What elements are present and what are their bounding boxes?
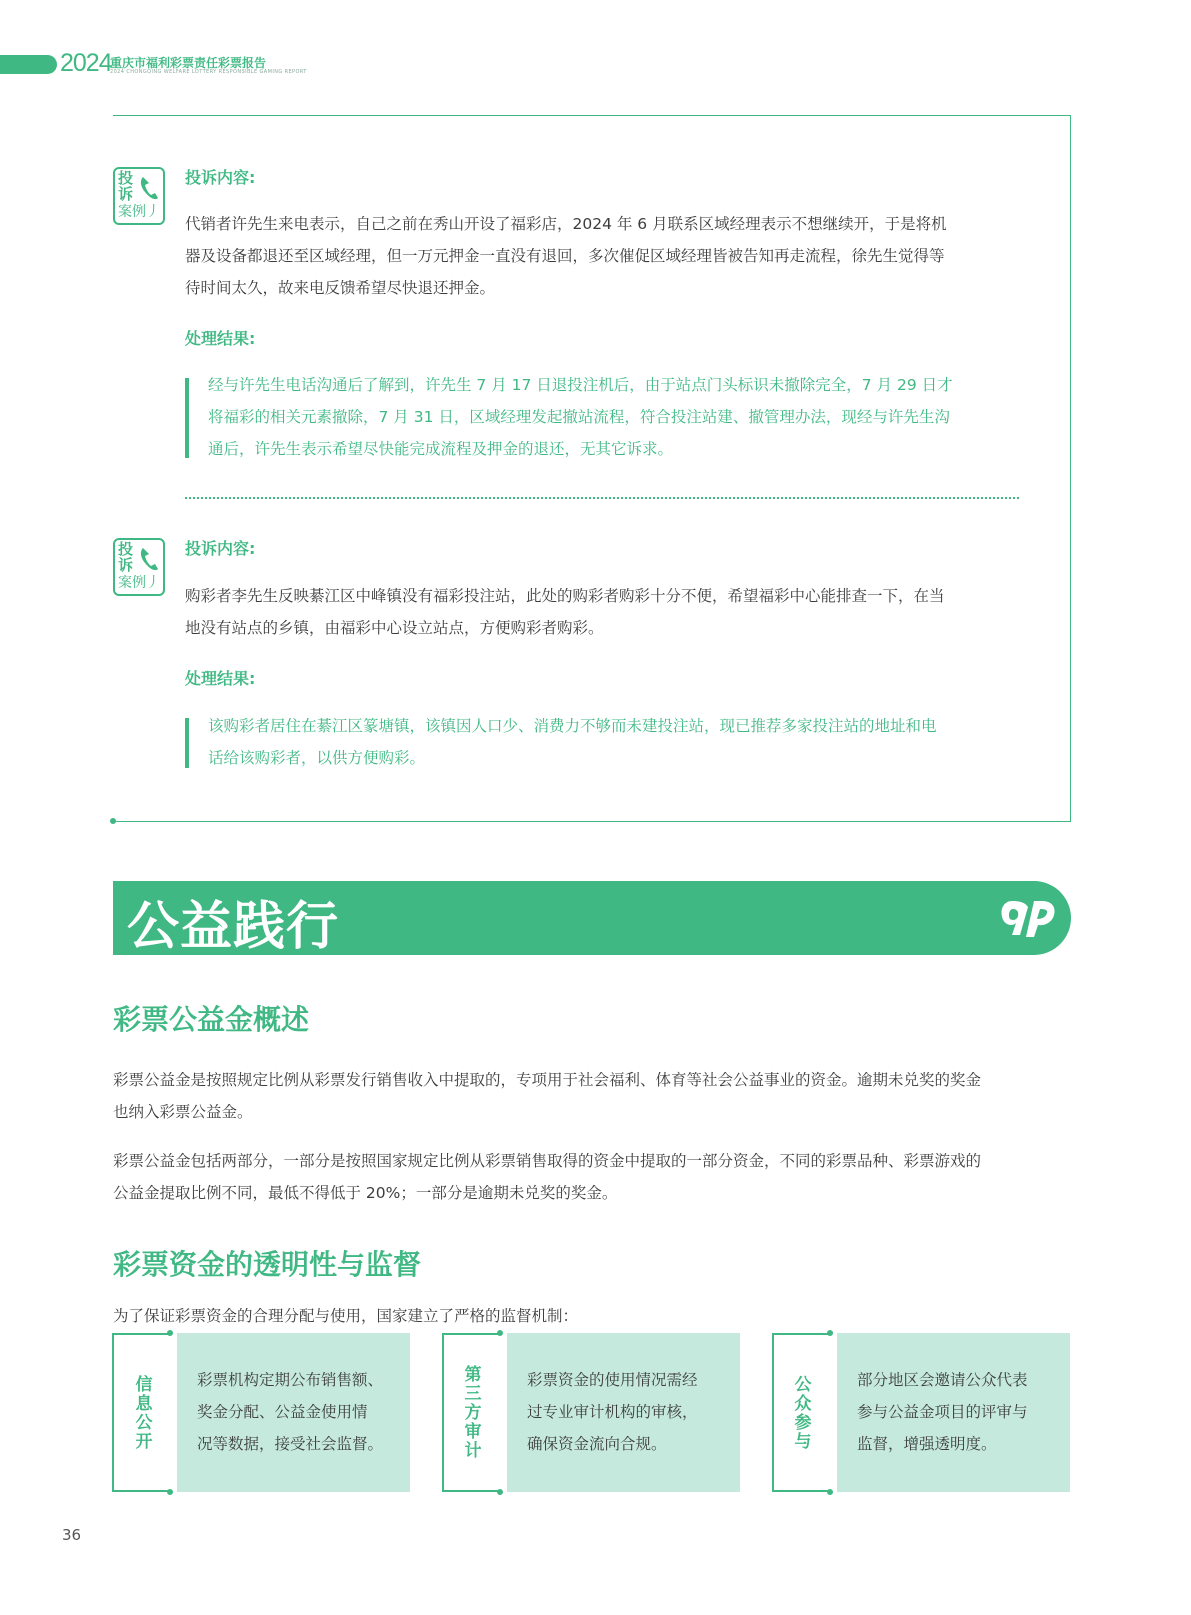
page-number: 36 (62, 1526, 82, 1544)
report-subtitle: 2024 CHONGQING WELFARE LOTTERY RESPONSIBLE GAMING REPORT (110, 69, 307, 75)
text-line: 地没有站点的乡镇，由福彩中心设立站点，方便购彩者购彩。 (185, 619, 604, 637)
case-icon-char-1: 投 (118, 540, 134, 558)
case-icon-char-2: 诉 (118, 185, 134, 203)
text-line: 奖金分配、公益金使用情 (197, 1403, 368, 1421)
text-line: 彩票公益金是按照规定比例从彩票发行销售收入中提取的，专项用于社会福利、体育等社会公益事业的资金。逾期未兑奖的奖金 (113, 1071, 982, 1089)
text-line: 彩票资金的使用情况需经 (527, 1371, 698, 1389)
result-label: 处理结果: (185, 669, 256, 688)
case-icon-char-3: 案例丿 (118, 204, 160, 220)
result-accent-bar (185, 378, 189, 458)
text-line: 器及设备都退还至区域经理，但一万元押金一直没有退回，多次催促区域经理皆被告知再走流程，徐先生觉得等 (185, 247, 945, 265)
text-line: 该购彩者居住在綦江区篆塘镇，该镇因人口少、消费力不够而未建投注站，现已推荐多家投注站的地址和电 (208, 717, 937, 735)
text-line: 代销者许先生来电表示，自己之前在秀山开设了福彩店，2024 年 6 月联系区域经理表示不想继续开，于是将机 (185, 215, 947, 233)
card-dot (497, 1489, 503, 1495)
card-dot (827, 1330, 833, 1336)
text-line: 部分地区会邀请公众代表 (857, 1371, 1028, 1389)
card-body-public-participation (837, 1333, 1070, 1492)
overview-heading: 彩票公益金概述 (113, 1003, 310, 1036)
card-dot (827, 1489, 833, 1495)
phone-icon (137, 545, 161, 575)
result-text (208, 369, 1038, 465)
text-line: 彩票机构定期公布销售额、 (197, 1371, 384, 1389)
overview-paragraph-1 (113, 1064, 1073, 1128)
card-title-public-participation: 公众参与 (794, 1375, 812, 1452)
complaint-label: 投诉内容: (185, 168, 256, 187)
text-line: 购彩者李先生反映綦江区中峰镇没有福彩投注站，此处的购彩者购彩十分不便，希望福彩中心能排查一下，在当 (185, 587, 945, 605)
card-dot (167, 1330, 173, 1336)
text-line: 确保资金流向合规。 (527, 1435, 667, 1453)
text-line: 过专业审计机构的审核， (527, 1403, 698, 1421)
text-line: 彩票公益金包括两部分，一部分是按照国家规定比例从彩票销售取得的资金中提取的一部分资金，不同的彩票品种、彩票游戏的 (113, 1152, 982, 1170)
case-icon-char-1: 投 (118, 169, 134, 187)
text-line: 参与公益金项目的评审与 (857, 1403, 1028, 1421)
card-title-third-party-audit: 第三方审计 (464, 1365, 482, 1461)
complaint-case-icon (113, 538, 165, 596)
result-accent-bar (185, 718, 189, 768)
text-line: 通后，许先生表示希望尽快能完成流程及押金的退还，无其它诉求。 (208, 440, 674, 458)
frame-bottom-line (113, 821, 1071, 822)
result-label: 处理结果: (185, 329, 256, 348)
card-dot (167, 1489, 173, 1495)
report-title: 重庆市福利彩票责任彩票报告 (110, 56, 267, 70)
text-line: 话给该购彩者，以供方便购彩。 (208, 749, 426, 767)
dotted-divider (185, 497, 1019, 499)
section-title: 公益践行 (127, 897, 340, 957)
transparency-intro: 为了保证彩票资金的合理分配与使用，国家建立了严格的监督机制： (113, 1307, 579, 1325)
case-icon-char-2: 诉 (118, 556, 134, 574)
text-line: 经与许先生电话沟通后了解到，许先生 7 月 17 日退投注机后，由于站点门头标识未撤除完全，7 月 29 日才 (208, 376, 953, 394)
text-line: 况等数据，接受社会监督。 (197, 1435, 384, 1453)
card-body-third-party-audit (507, 1333, 740, 1492)
text-line: 公益金提取比例不同，最低不得低于 20%；一部分是逾期未兑奖的奖金。 (113, 1184, 618, 1202)
text-line: 监督，增强透明度。 (857, 1435, 997, 1453)
transparency-heading: 彩票资金的透明性与监督 (113, 1248, 422, 1281)
frame-right-line (1070, 115, 1071, 822)
result-text (208, 710, 1038, 774)
text-line: 将福彩的相关元素撤除，7 月 31 日，区域经理发起撤站流程，符合投注站建、撤管理办法，现经与许先生沟 (208, 408, 950, 426)
frame-corner-dot (110, 818, 116, 824)
overview-paragraph-2 (113, 1145, 1073, 1209)
frame-top-line (113, 115, 1071, 116)
card-body-info-disclosure (177, 1333, 410, 1492)
card-dot (497, 1330, 503, 1336)
text-line: 也纳入彩票公益金。 (113, 1103, 253, 1121)
header-accent-bar (0, 55, 57, 74)
case-icon-char-3: 案例丿 (118, 575, 160, 591)
phone-icon (137, 174, 161, 204)
text-line: 待时间太久，故来电反馈希望尽快退还押金。 (185, 279, 496, 297)
card-title-info-disclosure: 信息公开 (135, 1375, 153, 1452)
china-welfare-lottery-logo-icon (998, 895, 1058, 941)
complaint-text (185, 208, 1025, 304)
complaint-text (185, 580, 1025, 644)
complaint-case-icon (113, 167, 165, 225)
complaint-label: 投诉内容: (185, 539, 256, 558)
report-year: 2024 (60, 49, 112, 77)
